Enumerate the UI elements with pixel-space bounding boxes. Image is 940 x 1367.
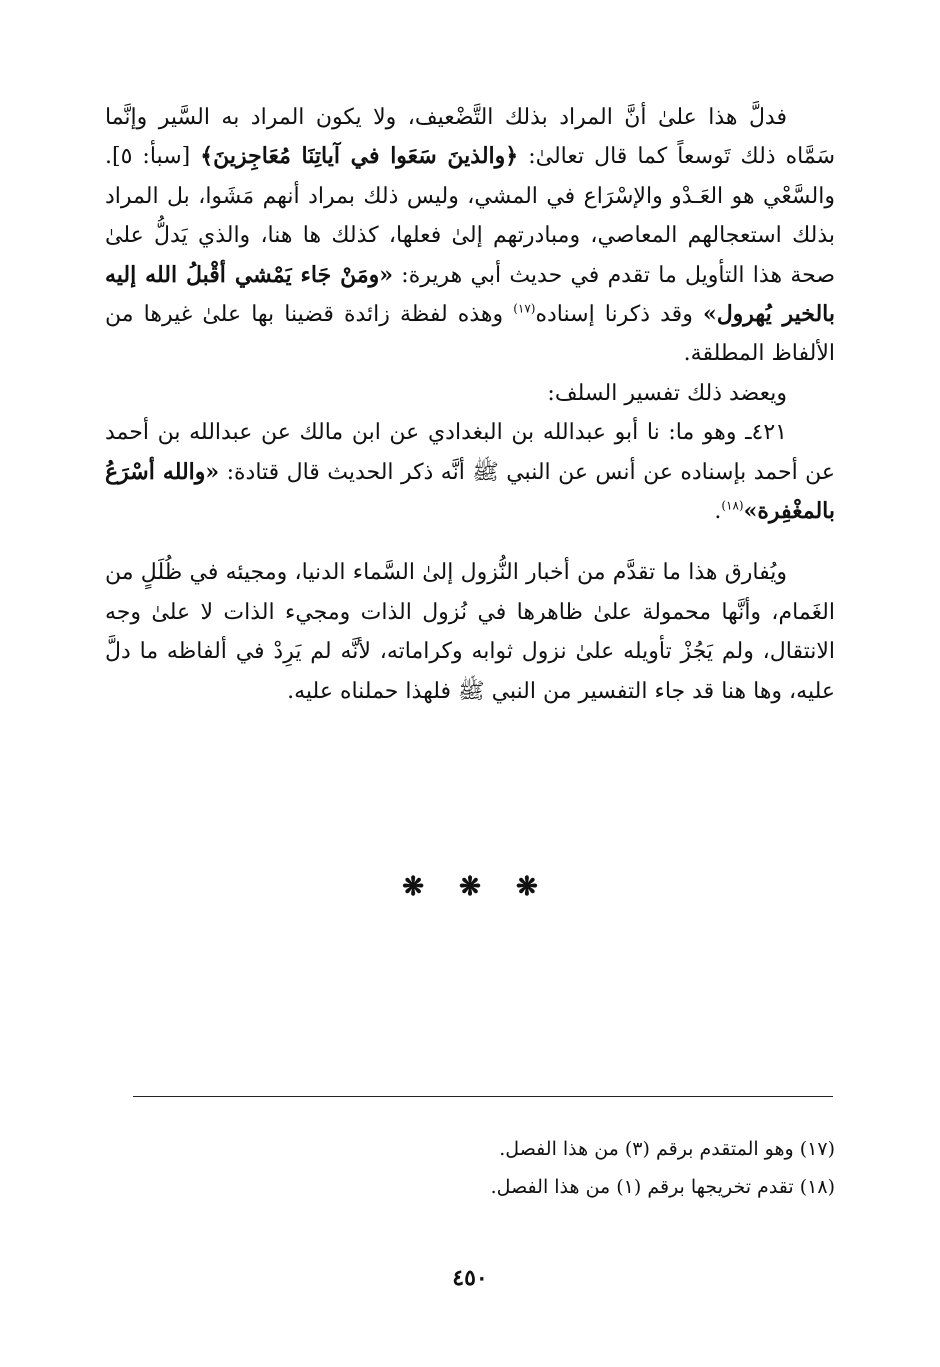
footnote-ref[interactable]: (١٨) [721,498,744,513]
footnotes [105,1130,835,1206]
text-segment: ٤٢١ـ وهو ما: نا أبو عبدالله بن البغدادي عن ابن مالك عن عبدالله بن أحمد عن أحمد بإسناده عن أنس عن النبي ﷺ أنَّه ذكر الحديث قال قتادة: [105,420,835,485]
hadith-quote: «ومَنْ جَاء يَمْشي أقْبلُ الله إليه بالخير يُهرول» [105,261,835,328]
paragraph-1 [105,98,835,374]
text-segment: ويُفارق هذا ما تقدَّم من أخبار النُّزول إلىٰ السَّماء الدنيا، ومجيئه في ظُلَلٍ من الغَمام، وأنَّها محمولة علىٰ ظاهرها في نُزول الذات ومجيء الذات لا علىٰ وجه الانتقال، ولم يَجُزْ تأويله علىٰ نزول ثوابه وكراماته، لأنَّه لم يَرِدْ في ألفاظه ما دلَّ عليه، وها هنا قد جاء التفسير من النبي ﷺ فلهذا حملناه عليه. [105,560,835,704]
hadith-quote: «والله أسْرَعُ بالمغْفِرة» [105,458,835,525]
quran-quote: ﴿والذينَ سَعَوا في آياتِنَا مُعَاجِزينَ﴾ [200,143,519,170]
section-separator: ❋ ❋ ❋ [402,872,538,902]
page-number: ٤٥٠ [452,1265,488,1291]
footnote-17: (١٧) وهو المتقدم برقم (٣) من هذا الفصل. [499,1138,835,1160]
text-segment: [سبأ: ٥]. والسَّعْي هو العَـدْو والإسْرَاع في المشي، وليس ذلك بمراد أنهم مَشَوا، بل المراد بذلك استعجالهم المعاصي، ومبادرتهم إلىٰ فعلها، كذلك ها هنا، والذي يَدلُّ علىٰ صحة هذا التأويل ما تقدم في حديث أبي هريرة: [105,144,835,288]
footnote-divider [133,1096,833,1097]
text-segment: وهذه لفظة زائدة قضينا بها علىٰ غيرها من الألفاظ المطلقة. [105,302,835,367]
text-segment: فدلَّ هذا علىٰ أنَّ المراد بذلك التَّضْعيف، ولا يكون المراد به السَّير وإنَّما سَمَّاه ذلك تَوسعاً كما قال تعالىٰ: [105,105,836,170]
text-segment: . [714,499,722,525]
footnote-ref[interactable]: (١٧) [513,301,536,316]
hadith-421 [105,413,835,531]
text-segment: ويعضد ذلك تفسير السلف: [547,380,787,406]
page-body [105,98,835,711]
footnote-18: (١٨) تقدم تخريجها برقم (١) من هذا الفصل. [490,1176,835,1198]
paragraph-4 [105,553,835,711]
paragraph-2 [105,374,835,413]
text-segment: وقد ذكرنا إسناده [535,302,703,328]
